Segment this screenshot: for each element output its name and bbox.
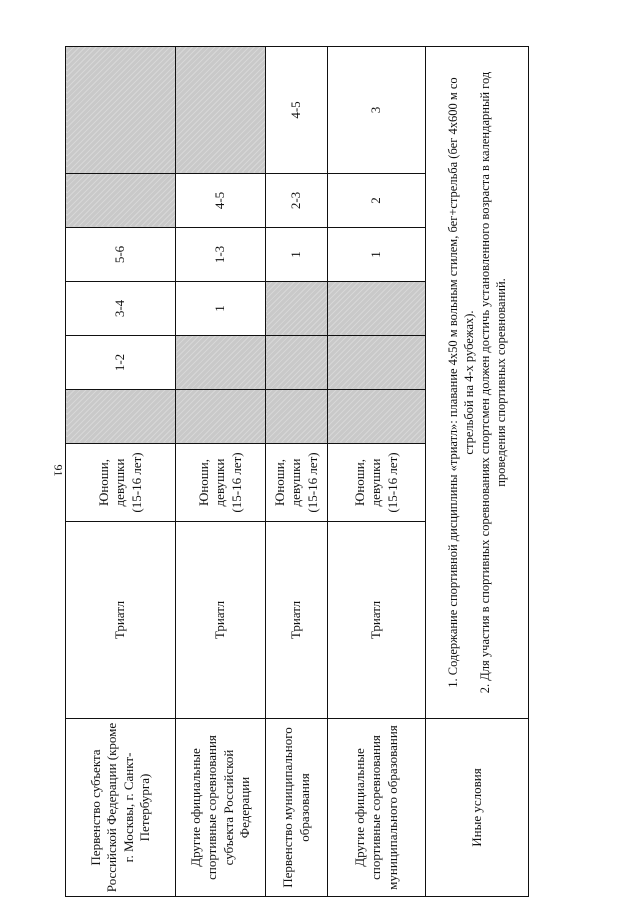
- place-cell: [66, 174, 176, 228]
- place-cell: 4-5: [176, 174, 266, 228]
- place-cell: 1-2: [66, 336, 176, 390]
- competition-label: Другие официальные спортивные соревнования субъекта Российской Федерации: [176, 719, 266, 897]
- table-row: [66, 47, 176, 897]
- place-cell: 1: [176, 282, 266, 336]
- competition-label: Другие официальные спортивные соревнования муниципального образования: [328, 719, 426, 897]
- table-row: [328, 47, 426, 897]
- sports-rank-table: [65, 46, 529, 897]
- place-cell: [328, 336, 426, 390]
- place-cell: [176, 390, 266, 444]
- discipline-cell: Триатл: [66, 522, 176, 719]
- place-cell: [66, 47, 176, 174]
- place-cell: 4-5: [266, 47, 328, 174]
- place-cell: 2: [328, 174, 426, 228]
- age-group-cell: Юноши, девушки (15-16 лет): [266, 444, 328, 522]
- place-cell: 3-4: [66, 282, 176, 336]
- place-cell: 3: [328, 47, 426, 174]
- place-cell: [176, 336, 266, 390]
- age-group-cell: Юноши, девушки (15-16 лет): [66, 444, 176, 522]
- place-cell: [266, 390, 328, 444]
- other-conditions-notes: [426, 47, 529, 719]
- discipline-cell: Триатл: [328, 522, 426, 719]
- table-row: [426, 47, 529, 897]
- place-cell: 1: [266, 228, 328, 282]
- place-cell: 5-6: [66, 228, 176, 282]
- rotated-table-wrapper: [65, 47, 528, 897]
- place-cell: [176, 47, 266, 174]
- competition-label: Первенство субъекта Российской Федерации (кроме г. Москвы, г. Санкт-Петербурга): [66, 719, 176, 897]
- other-conditions-label: Иные условия: [426, 719, 529, 897]
- discipline-cell: Триатл: [266, 522, 328, 719]
- table-row: [176, 47, 266, 897]
- place-cell: 1-3: [176, 228, 266, 282]
- place-cell: [66, 390, 176, 444]
- place-cell: 2-3: [266, 174, 328, 228]
- place-cell: [266, 282, 328, 336]
- place-cell: 1: [328, 228, 426, 282]
- age-group-cell: Юноши, девушки (15-16 лет): [176, 444, 266, 522]
- note-2: 2. Для участия в спортивных соревнованиях спортсмен должен достичь установленного возраста в календарный год проведения спортивных соревнований.: [478, 71, 508, 694]
- discipline-cell: Триатл: [176, 522, 266, 719]
- note-1: 1. Содержание спортивной дисциплины «триатл»: плавание 4х50 м вольным стилем, бег+стрельба (бег 4х600 м со стрельбой на 4-х рубежах).: [446, 77, 476, 688]
- page-number: 91: [51, 464, 66, 477]
- place-cell: [328, 282, 426, 336]
- place-cell: [328, 390, 426, 444]
- competition-label: Первенство муниципального образования: [266, 719, 328, 897]
- age-group-cell: Юноши, девушки (15-16 лет): [328, 444, 426, 522]
- place-cell: [266, 336, 328, 390]
- table-row: [266, 47, 328, 897]
